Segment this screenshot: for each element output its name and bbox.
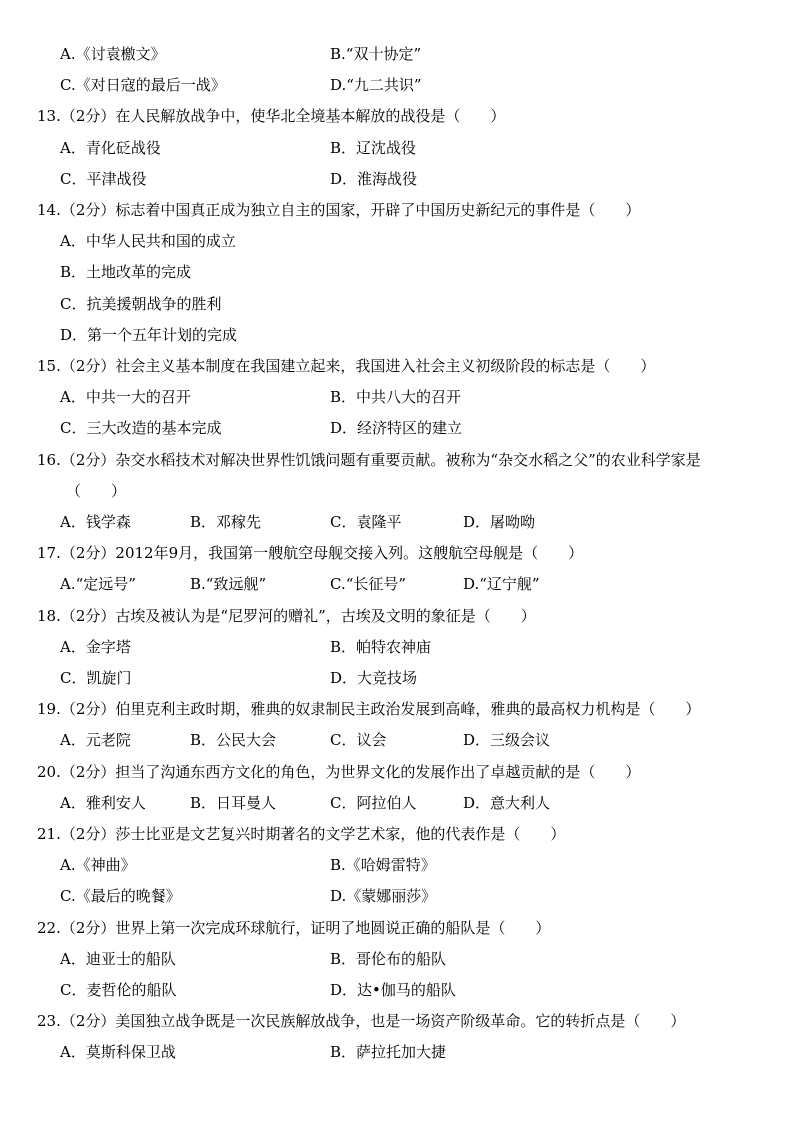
answer-option: C.“长征号” xyxy=(330,575,407,594)
answer-option: D．淮海战役 xyxy=(330,169,418,188)
answer-option: C．阿拉伯人 xyxy=(330,793,417,812)
answer-option: B．日耳曼人 xyxy=(190,793,277,812)
answer-option: A．青化砭战役 xyxy=(60,138,161,157)
answer-option: B.“双十协定” xyxy=(330,45,422,63)
answer-option: C．平津战役 xyxy=(60,169,147,188)
answer-option: A.《神曲》 xyxy=(60,856,136,875)
answer-option: A．中共一大的召开 xyxy=(60,388,191,407)
answer-option: D.《蒙娜丽莎》 xyxy=(330,887,437,906)
answer-option: A．元老院 xyxy=(60,731,131,750)
answer-option: A．迪亚士的船队 xyxy=(60,949,176,968)
question-text: 2012年9月，我国第一艘航空母舰交接入列。这艘航空母舰是（ ） xyxy=(115,544,584,563)
question-stem xyxy=(0,198,794,222)
answer-options-row xyxy=(0,791,794,815)
answer-option: D．经济特区的建立 xyxy=(330,419,463,438)
question-text: 在人民解放战争中，使华北全境基本解放的战役是（ ） xyxy=(115,107,506,126)
answer-options-row xyxy=(0,136,794,160)
answer-option: A.《讨袁檄文》 xyxy=(60,45,166,63)
answer-option: D.“九二共识” xyxy=(330,76,422,95)
question-number: 21.（2分） xyxy=(37,825,116,843)
answer-option: D．达•伽马的船队 xyxy=(330,981,456,999)
answer-options-row xyxy=(0,666,794,690)
answer-options-row xyxy=(0,884,794,908)
answer-options-row xyxy=(0,292,794,316)
answer-option: A．金字塔 xyxy=(60,637,131,656)
answer-option: B．萨拉托加大捷 xyxy=(330,1043,447,1062)
question-stem xyxy=(0,604,794,628)
question-stem xyxy=(0,916,794,940)
answer-options-row xyxy=(0,510,794,534)
answer-option: B．邓稼先 xyxy=(190,513,262,531)
question-text: 莎士比亚是文艺复兴时期著名的文学艺术家，他的代表作是（ ） xyxy=(115,825,566,843)
question-number: 23.（2分） xyxy=(37,1012,116,1031)
question-text: 世界上第一次完成环球航行，证明了地圆说正确的船队是（ ） xyxy=(115,918,551,937)
answer-options-row xyxy=(0,167,794,191)
question-stem xyxy=(0,354,794,378)
answer-options-row xyxy=(0,260,794,284)
answer-options-row xyxy=(0,635,794,659)
answer-options-row xyxy=(0,416,794,440)
question-stem xyxy=(0,697,794,721)
answer-options-row xyxy=(0,229,794,253)
question-text: 伯里克利主政时期，雅典的奴隶制民主政治发展到高峰，雅典的最高权力机构是（ ） xyxy=(115,700,701,719)
answer-option: D．大竞技场 xyxy=(330,669,418,687)
question-text: 标志着中国真正成为独立自主的国家，开辟了中国历史新纪元的事件是（ ） xyxy=(115,201,641,219)
answer-options-row xyxy=(0,323,794,347)
question-stem xyxy=(0,541,794,565)
answer-option: B．公民大会 xyxy=(190,731,277,750)
answer-option: B．中共八大的召开 xyxy=(330,388,462,407)
question-number: 18.（2分） xyxy=(37,606,116,625)
answer-options-row xyxy=(0,853,794,877)
answer-option: C．议会 xyxy=(330,731,387,750)
answer-options-row xyxy=(0,73,794,97)
answer-options-row xyxy=(0,572,794,596)
answer-option: B．帕特农神庙 xyxy=(330,637,432,656)
answer-option: A．钱学森 xyxy=(60,513,131,531)
question-continuation xyxy=(0,479,794,503)
answer-option: D．屠呦呦 xyxy=(463,513,536,531)
answer-option: A.“定远号” xyxy=(60,575,136,594)
answer-option: C．麦哲伦的船队 xyxy=(60,981,177,999)
question-stem xyxy=(0,822,794,846)
answer-option: C．袁隆平 xyxy=(330,513,402,531)
answer-option: A．雅利安人 xyxy=(60,793,146,812)
answer-option: B.“致远舰” xyxy=(190,575,267,594)
answer-option: D.“辽宁舰” xyxy=(463,575,540,594)
question-text: 古埃及被认为是“尼罗河的赠礼”，古埃及文明的象征是（ ） xyxy=(115,606,536,625)
answer-options-row xyxy=(0,947,794,971)
question-text-continued: （ ） xyxy=(66,481,127,500)
answer-option: C．凯旋门 xyxy=(60,669,132,687)
answer-option: C.《对日寇的最后一战》 xyxy=(60,76,226,95)
question-number: 15.（2分） xyxy=(37,357,116,375)
answer-option: C.《最后的晚餐》 xyxy=(60,887,181,906)
question-number: 16.（2分） xyxy=(37,450,116,469)
answer-options-row xyxy=(0,42,794,66)
question-stem xyxy=(0,1009,794,1033)
question-number: 13.（2分） xyxy=(37,107,116,126)
answer-option: A．中华人民共和国的成立 xyxy=(60,232,236,251)
question-number: 22.（2分） xyxy=(37,918,116,937)
answer-option: B．辽沈战役 xyxy=(330,138,417,157)
answer-options-row xyxy=(0,385,794,409)
question-number: 17.（2分） xyxy=(37,544,116,563)
answer-option: B．土地改革的完成 xyxy=(60,263,192,282)
question-number: 14.（2分） xyxy=(37,201,116,219)
question-text: 杂交水稻技术对解决世界性饥饿问题有重要贡献。被称为“杂交水稻之父”的农业科学家是 xyxy=(115,450,701,469)
answer-option: D．三级会议 xyxy=(463,731,551,750)
answer-option: B.《哈姆雷特》 xyxy=(330,856,436,875)
answer-option: C．抗美援朝战争的胜利 xyxy=(60,294,222,313)
answer-options-row xyxy=(0,978,794,1002)
question-text: 担当了沟通东西方文化的角色，为世界文化的发展作出了卓越贡献的是（ ） xyxy=(115,762,641,781)
question-stem xyxy=(0,760,794,784)
question-stem xyxy=(0,104,794,128)
question-stem xyxy=(0,448,794,472)
answer-option: B．哥伦布的船队 xyxy=(330,949,447,968)
answer-option: D．第一个五年计划的完成 xyxy=(60,325,238,344)
answer-option: C．三大改造的基本完成 xyxy=(60,419,222,438)
answer-option: D．意大利人 xyxy=(463,793,551,812)
question-text: 美国独立战争既是一次民族解放战争，也是一场资产阶级革命。它的转折点是（ ） xyxy=(115,1012,686,1031)
answer-option: A．莫斯科保卫战 xyxy=(60,1043,176,1062)
answer-options-row xyxy=(0,1040,794,1064)
question-number: 20.（2分） xyxy=(37,762,116,781)
question-text: 社会主义基本制度在我国建立起来，我国进入社会主义初级阶段的标志是（ ） xyxy=(115,357,656,375)
question-number: 19.（2分） xyxy=(37,700,116,719)
answer-options-row xyxy=(0,728,794,752)
